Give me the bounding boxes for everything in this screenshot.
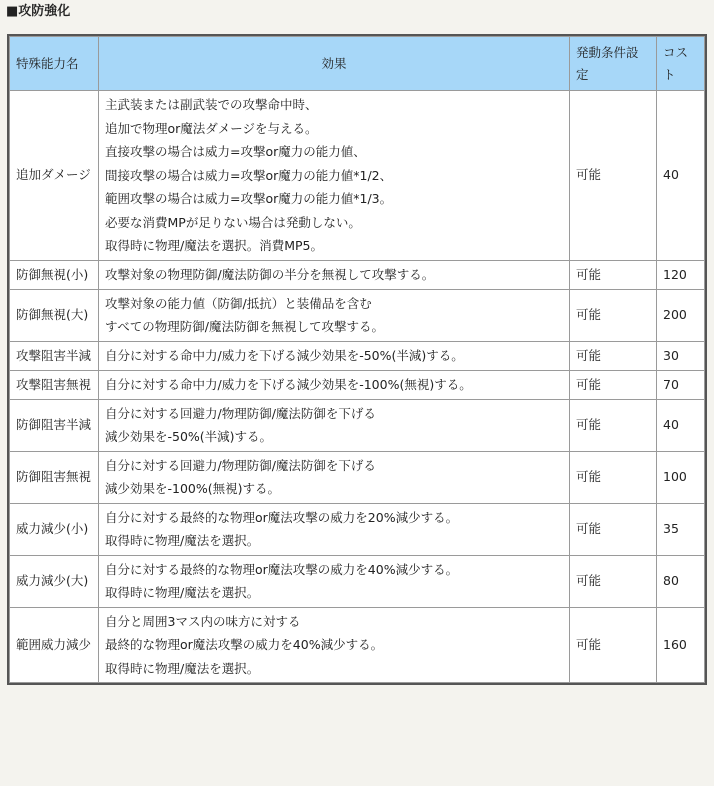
section-title: ■攻防強化 <box>6 4 71 19</box>
condition-cell: 可能 <box>570 399 657 451</box>
effect-line: 自分に対する最終的な物理or魔法攻撃の威力を40%減少する。 <box>105 561 459 577</box>
ability-name-cell: 追加ダメージ <box>10 91 99 261</box>
ability-name-cell: 攻撃阻害半減 <box>10 341 99 370</box>
ability-name-cell: 攻撃阻害無視 <box>10 370 99 399</box>
cost-cell: 70 <box>657 370 705 399</box>
table-row <box>10 555 705 607</box>
ability-table-container <box>7 34 707 685</box>
effect-cell <box>99 451 570 503</box>
effect-line: 必要な消費MPが足りない場合は発動しない。 <box>105 214 361 230</box>
effect-cell <box>99 555 570 607</box>
effect-cell <box>99 607 570 683</box>
condition-cell: 可能 <box>570 341 657 370</box>
ability-name-cell: 防御無視(大) <box>10 289 99 341</box>
table-row <box>10 91 705 261</box>
effect-line: 攻撃対象の物理防御/魔法防御の半分を無視して攻撃する。 <box>105 266 435 282</box>
ability-name-cell: 防御無視(小) <box>10 260 99 289</box>
ability-name-cell: 範囲威力減少 <box>10 607 99 683</box>
cost-cell: 30 <box>657 341 705 370</box>
effect-cell <box>99 399 570 451</box>
table-body <box>10 91 705 683</box>
effect-line: すべての物理防御/魔法防御を無視して攻撃する。 <box>105 319 384 334</box>
condition-cell: 可能 <box>570 451 657 503</box>
ability-name-cell: 威力減少(小) <box>10 503 99 555</box>
cost-cell: 40 <box>657 399 705 451</box>
effect-line: 自分に対する最終的な物理or魔法攻撃の威力を20%減少する。 <box>105 509 459 525</box>
cost-cell: 200 <box>657 289 705 341</box>
effect-cell <box>99 289 570 341</box>
table-row <box>10 370 705 399</box>
table-row <box>10 289 705 341</box>
cost-cell: 35 <box>657 503 705 555</box>
condition-cell: 可能 <box>570 260 657 289</box>
cost-cell: 120 <box>657 260 705 289</box>
effect-line: 自分に対する回避力/物理防御/魔法防御を下げる <box>105 457 376 473</box>
condition-cell: 可能 <box>570 370 657 399</box>
effect-line: 範囲攻撃の場合は威力=攻撃or魔力の能力値*1/3。 <box>105 191 393 206</box>
table-header-row <box>10 37 705 91</box>
effect-line: 取得時に物理/魔法を選択。 <box>105 660 260 676</box>
effect-line: 主武装または副武装での攻撃命中時、 <box>105 97 318 112</box>
header-effect: 効果 <box>99 37 570 91</box>
effect-line: 直接攻撃の場合は威力=攻撃or魔力の能力値、 <box>105 144 366 159</box>
effect-line: 減少効果を-50%(半減)する。 <box>105 429 273 444</box>
cost-cell: 160 <box>657 607 705 683</box>
condition-cell: 可能 <box>570 289 657 341</box>
effect-line: 間接攻撃の場合は威力=攻撃or魔力の能力値*1/2、 <box>105 167 393 183</box>
effect-line: 減少効果を-100%(無視)する。 <box>105 481 281 496</box>
effect-line: 追加で物理or魔法ダメージを与える。 <box>105 120 318 136</box>
condition-cell: 可能 <box>570 91 657 261</box>
effect-cell <box>99 503 570 555</box>
header-ability: 特殊能力名 <box>10 37 99 91</box>
ability-name-cell: 威力減少(大) <box>10 555 99 607</box>
header-condition: 発動条件設定 <box>570 37 657 91</box>
cost-cell: 40 <box>657 91 705 261</box>
condition-cell: 可能 <box>570 607 657 683</box>
table-row <box>10 451 705 503</box>
table-row <box>10 503 705 555</box>
condition-cell: 可能 <box>570 555 657 607</box>
effect-line: 取得時に物理/魔法を選択。消費MP5。 <box>105 238 323 253</box>
condition-cell: 可能 <box>570 503 657 555</box>
table-row <box>10 260 705 289</box>
effect-cell <box>99 370 570 399</box>
effect-cell <box>99 341 570 370</box>
effect-line: 自分と周囲3マス内の味方に対する <box>105 613 301 629</box>
effect-line: 自分に対する命中力/威力を下げる減少効果を-50%(半減)する。 <box>105 347 464 363</box>
effect-cell <box>99 260 570 289</box>
ability-name-cell: 防御阻害無視 <box>10 451 99 503</box>
effect-line: 自分に対する命中力/威力を下げる減少効果を-100%(無視)する。 <box>105 376 472 392</box>
ability-name-cell: 防御阻害半減 <box>10 399 99 451</box>
cost-cell: 100 <box>657 451 705 503</box>
header-cost: コスト <box>657 37 705 91</box>
effect-line: 取得時に物理/魔法を選択。 <box>105 533 260 548</box>
table-row <box>10 399 705 451</box>
effect-line: 攻撃対象の能力値（防御/抵抗）と装備品を含む <box>105 295 372 311</box>
effect-line: 自分に対する回避力/物理防御/魔法防御を下げる <box>105 405 376 421</box>
table-row <box>10 341 705 370</box>
ability-table <box>9 36 705 683</box>
cost-cell: 80 <box>657 555 705 607</box>
effect-cell <box>99 91 570 261</box>
effect-line: 最終的な物理or魔法攻撃の威力を40%減少する。 <box>105 637 384 652</box>
effect-line: 取得時に物理/魔法を選択。 <box>105 585 260 600</box>
table-row <box>10 607 705 683</box>
